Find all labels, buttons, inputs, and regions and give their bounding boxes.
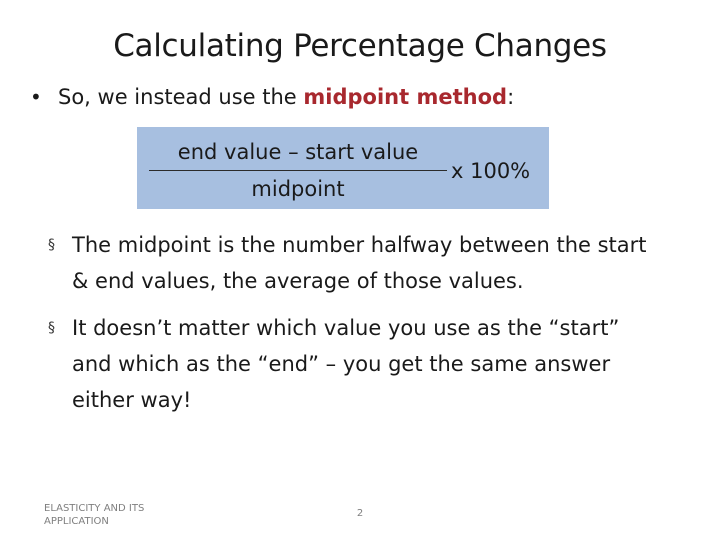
fraction-line bbox=[149, 170, 447, 171]
formula-box bbox=[137, 127, 549, 209]
bullet-text: It doesn’t matter which value you use as the “start” and which as the “end” – you get the same answer either way! bbox=[72, 316, 620, 412]
formula-numerator: end value – start value bbox=[177, 140, 419, 164]
formula-multiplier: x 100% bbox=[451, 159, 531, 183]
bullet-marker: § bbox=[48, 320, 55, 336]
bullet-dot: • bbox=[30, 85, 42, 109]
intro-line bbox=[30, 82, 514, 112]
bullet-item bbox=[48, 227, 648, 303]
footer-label: ELASTICITY AND ITS APPLICATION bbox=[44, 503, 145, 527]
intro-suffix: : bbox=[507, 85, 515, 109]
intro-prefix: So, we instead use the bbox=[58, 85, 304, 109]
formula-denominator: midpoint bbox=[251, 177, 345, 201]
bullet-text: The midpoint is the number halfway between the start & end values, the average of those values. bbox=[72, 233, 647, 293]
intro-highlight: midpoint method bbox=[303, 85, 508, 109]
bullet-marker: § bbox=[48, 237, 55, 253]
bullet-item bbox=[48, 310, 648, 422]
slide-title: Calculating Percentage Changes bbox=[113, 28, 607, 64]
page-number: 2 bbox=[356, 508, 364, 519]
